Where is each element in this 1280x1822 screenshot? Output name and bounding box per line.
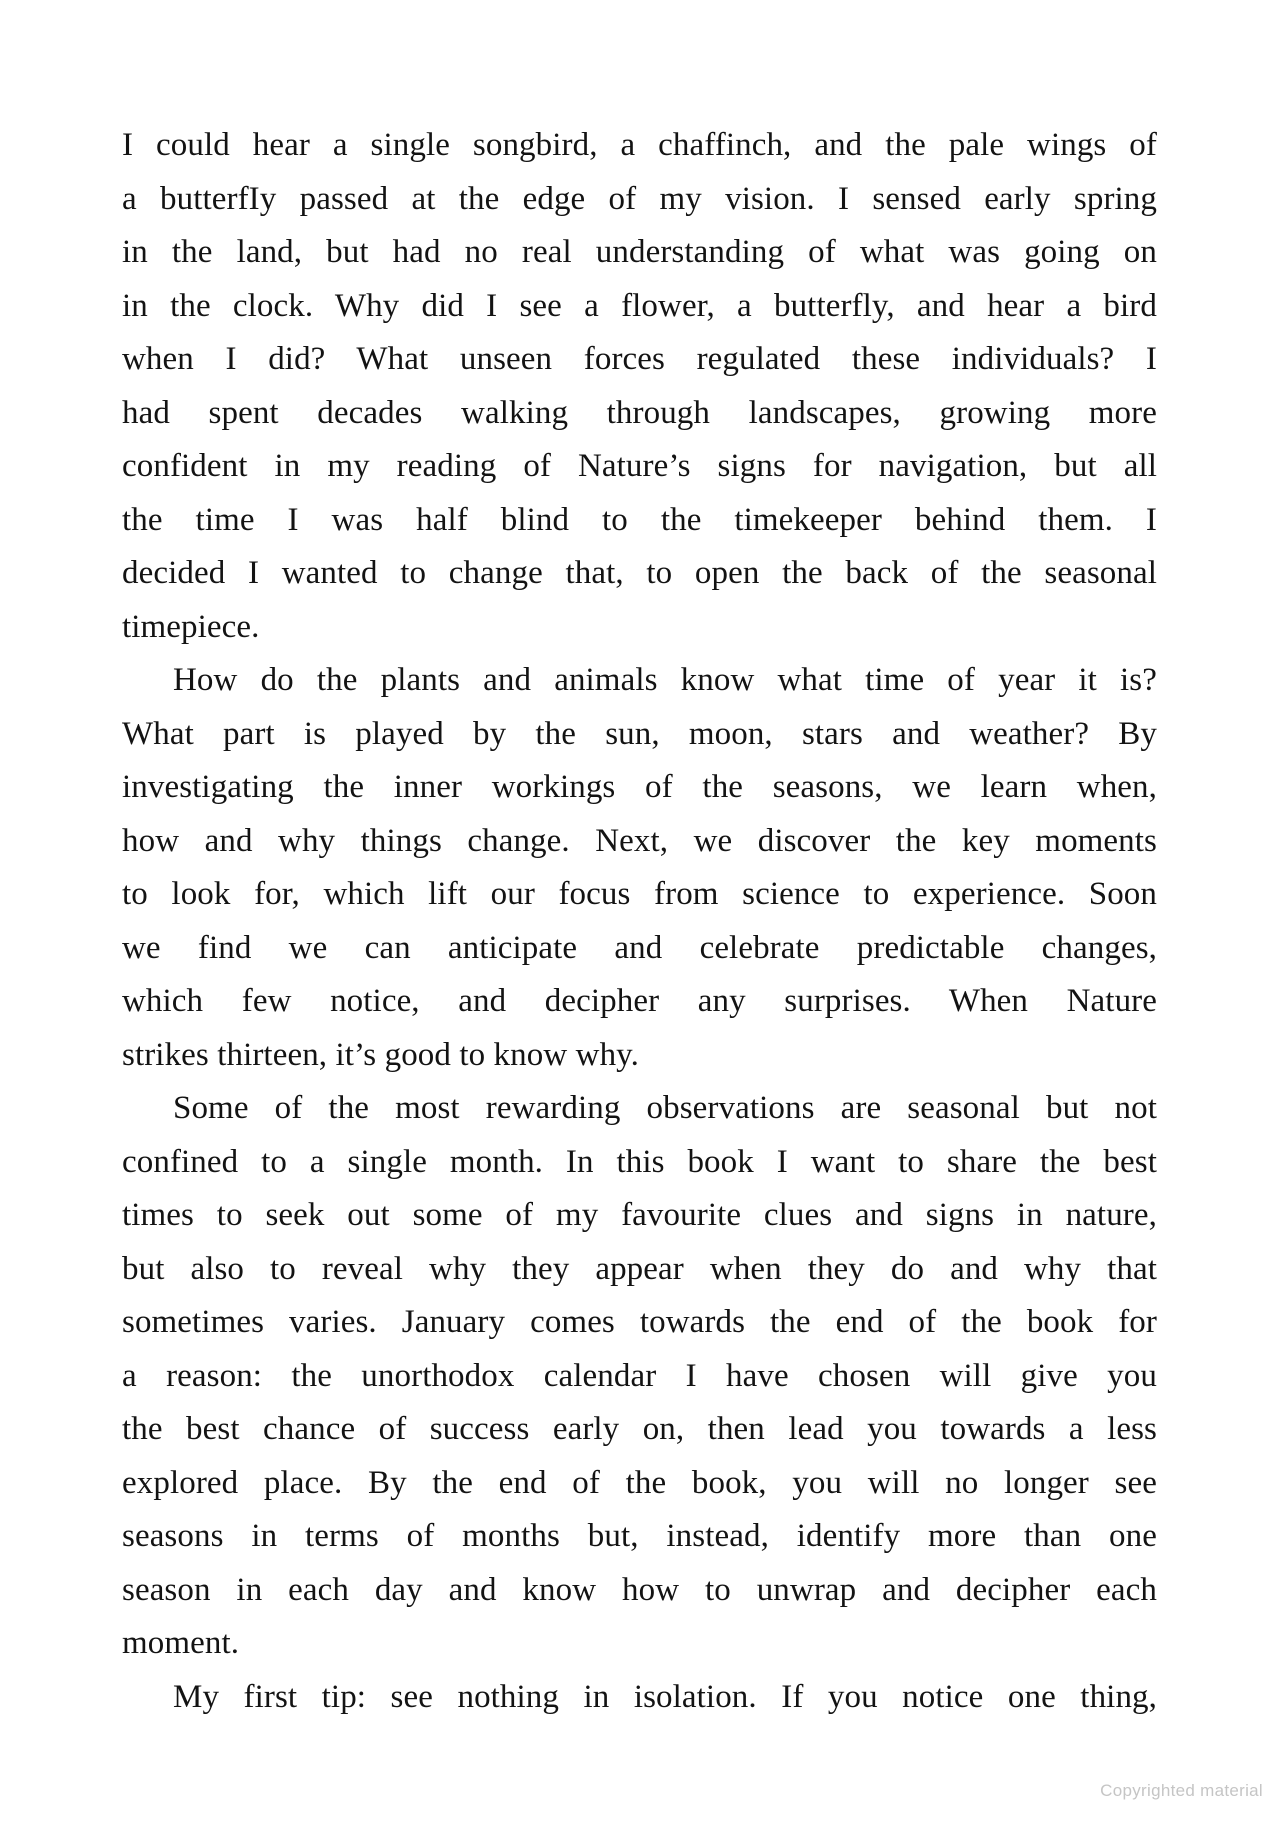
- text-line: investigating the inner workings of the seasons, we learn when,: [122, 769, 1157, 805]
- text-line: which few notice, and decipher any surprises. When Nature: [122, 983, 1157, 1019]
- text-line: but also to reveal why they appear when they do and why that: [122, 1250, 1157, 1287]
- page-body-text: [122, 119, 1157, 1724]
- text-line: My first tip: see nothing in isolation. If you notice one thing,: [173, 1678, 1157, 1715]
- paragraph-3: [122, 1082, 1157, 1671]
- text-line: times to seek out some of my favourite clues and signs in nature,: [122, 1197, 1157, 1233]
- text-line: I could hear a single songbird, a chaffinch, and the pale wings of: [122, 127, 1157, 163]
- text-line: how and why things change. Next, we discover the key moments: [122, 822, 1157, 859]
- text-line: the best chance of success early on, then lead you towards a less: [122, 1411, 1157, 1447]
- text-line: in the land, but had no real understanding of what was going on: [122, 234, 1157, 270]
- paragraph-2: [122, 654, 1157, 1082]
- text-line: What part is played by the sun, moon, stars and weather? By: [122, 715, 1157, 752]
- text-line: season in each day and know how to unwrap and decipher each: [122, 1571, 1157, 1608]
- text-line: the time I was half blind to the timekeeper behind them. I: [122, 501, 1157, 538]
- text-line: moment.: [122, 1625, 240, 1661]
- text-line: timepiece.: [122, 608, 260, 645]
- text-line: decided I wanted to change that, to open the back of the seasonal: [122, 555, 1157, 591]
- text-line: explored place. By the end of the book, you will no longer see: [122, 1464, 1157, 1501]
- paragraph-1: [122, 119, 1157, 654]
- text-line: a butterfIy passed at the edge of my vision. I sensed early spring: [122, 180, 1157, 217]
- text-line: in the clock. Why did I see a flower, a butterfly, and hear a bird: [122, 287, 1157, 324]
- copyright-watermark: Copyrighted material: [1100, 1781, 1263, 1800]
- text-line: to look for, which lift our focus from science to experience. Soon: [122, 876, 1157, 912]
- text-line: How do the plants and animals know what time of year it is?: [173, 662, 1157, 698]
- text-line: sometimes varies. January comes towards the end of the book for: [122, 1304, 1157, 1340]
- text-line: seasons in terms of months but, instead, identify more than one: [122, 1518, 1157, 1554]
- text-line: strikes thirteen, it’s good to know why.: [122, 1036, 639, 1073]
- paragraph-4: [122, 1671, 1157, 1725]
- text-line: Some of the most rewarding observations are seasonal but not: [173, 1090, 1157, 1126]
- text-line: had spent decades walking through landscapes, growing more: [122, 394, 1157, 431]
- text-line: when I did? What unseen forces regulated these individuals? I: [122, 341, 1157, 377]
- text-line: confident in my reading of Nature’s signs for navigation, but all: [122, 448, 1157, 484]
- text-line: we find we can anticipate and celebrate predictable changes,: [122, 929, 1157, 966]
- text-line: a reason: the unorthodox calendar I have chosen will give you: [122, 1357, 1157, 1394]
- text-line: confined to a single month. In this book I want to share the best: [122, 1143, 1157, 1180]
